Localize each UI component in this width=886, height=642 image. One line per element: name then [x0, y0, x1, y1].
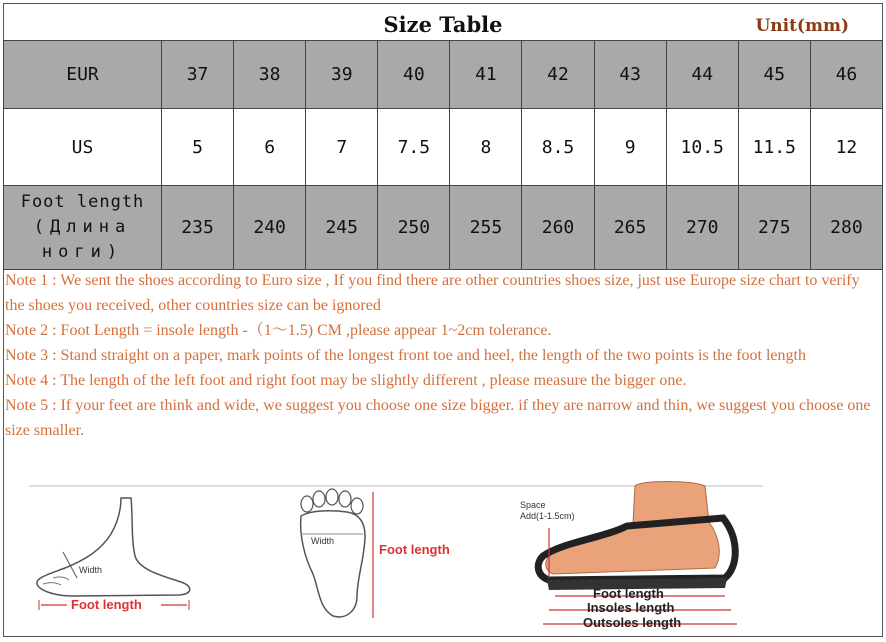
foot-length-row [4, 186, 883, 270]
us-row [4, 109, 883, 186]
note-2: Note 2 : Foot Length = insole length -（1～1.5) CM ,please appear 1~2cm tolerance. [5, 322, 552, 339]
table-cell: 46 [810, 41, 882, 109]
page-title: Size Table [383, 12, 503, 37]
table-cell: 41 [450, 41, 522, 109]
side-foot-length-label: Foot length [71, 597, 142, 612]
note-1: Note 1 : We sent the shoes according to Euro size , If you find there are other countries shoes size, just use Europe size chart to verify the shoes you received, other countries size can be ignored [5, 272, 860, 314]
table-cell: 39 [306, 41, 378, 109]
table-cell: 8 [450, 109, 522, 186]
row-header-line: Foot length [20, 192, 145, 212]
table-cell: 6 [234, 109, 306, 186]
size-table [3, 40, 883, 270]
note-3: Note 3 : Stand straight on a paper, mark points of the longest front toe and heel, the length of the two points is the foot length [5, 347, 806, 364]
table-cell: 43 [594, 41, 666, 109]
shoe-section-icon [520, 482, 737, 631]
table-cell: 8.5 [522, 109, 594, 186]
shoe-foot-length-label: Foot length [593, 586, 664, 601]
row-header-us: US [4, 109, 162, 186]
table-cell: 275 [738, 186, 810, 270]
top-foot-length-label: Foot length [379, 542, 450, 557]
table-cell: 250 [378, 186, 450, 270]
top-width-label: Width [311, 536, 335, 546]
figures-svg [3, 478, 883, 636]
table-cell: 7 [306, 109, 378, 186]
row-header-foot-length [4, 186, 162, 270]
table-cell: 7.5 [378, 109, 450, 186]
table-cell: 44 [666, 41, 738, 109]
table-cell: 9 [594, 109, 666, 186]
top-view-foot-icon [301, 489, 450, 618]
insoles-length-label: Insoles length [587, 600, 675, 615]
table-cell: 42 [522, 41, 594, 109]
row-header-eur: EUR [4, 41, 162, 109]
table-cell: 280 [810, 186, 882, 270]
table-cell: 10.5 [666, 109, 738, 186]
side-width-label: Width [79, 565, 103, 575]
table-cell: 45 [738, 41, 810, 109]
measurement-figures [3, 478, 883, 636]
table-cell: 240 [234, 186, 306, 270]
table-cell: 255 [450, 186, 522, 270]
table-cell: 260 [522, 186, 594, 270]
eur-row [4, 41, 883, 109]
side-view-foot-icon [37, 498, 190, 612]
unit-label: Unit(mm) [755, 16, 849, 36]
table-cell: 235 [162, 186, 234, 270]
table-cell: 40 [378, 41, 450, 109]
outsoles-length-label: Outsoles length [583, 615, 682, 630]
space-label: Space [520, 500, 546, 510]
table-cell: 265 [594, 186, 666, 270]
table-cell: 37 [162, 41, 234, 109]
row-header-line: (Длина [33, 217, 132, 237]
note-5: Note 5 : If your feet are think and wide, we suggest you choose one size bigger. if they are narrow and thin, we suggest you choose one size smaller. [5, 397, 871, 439]
table-cell: 245 [306, 186, 378, 270]
table-cell: 270 [666, 186, 738, 270]
notes-section [5, 268, 877, 443]
row-header-line: ноги) [41, 242, 124, 262]
table-cell: 38 [234, 41, 306, 109]
table-cell: 11.5 [738, 109, 810, 186]
add-label: Add(1-1.5cm) [520, 511, 575, 521]
table-cell: 12 [810, 109, 882, 186]
table-cell: 5 [162, 109, 234, 186]
title-bar [3, 3, 883, 41]
note-4: Note 4 : The length of the left foot and right foot may be slightly different , please measure the bigger one. [5, 372, 687, 389]
